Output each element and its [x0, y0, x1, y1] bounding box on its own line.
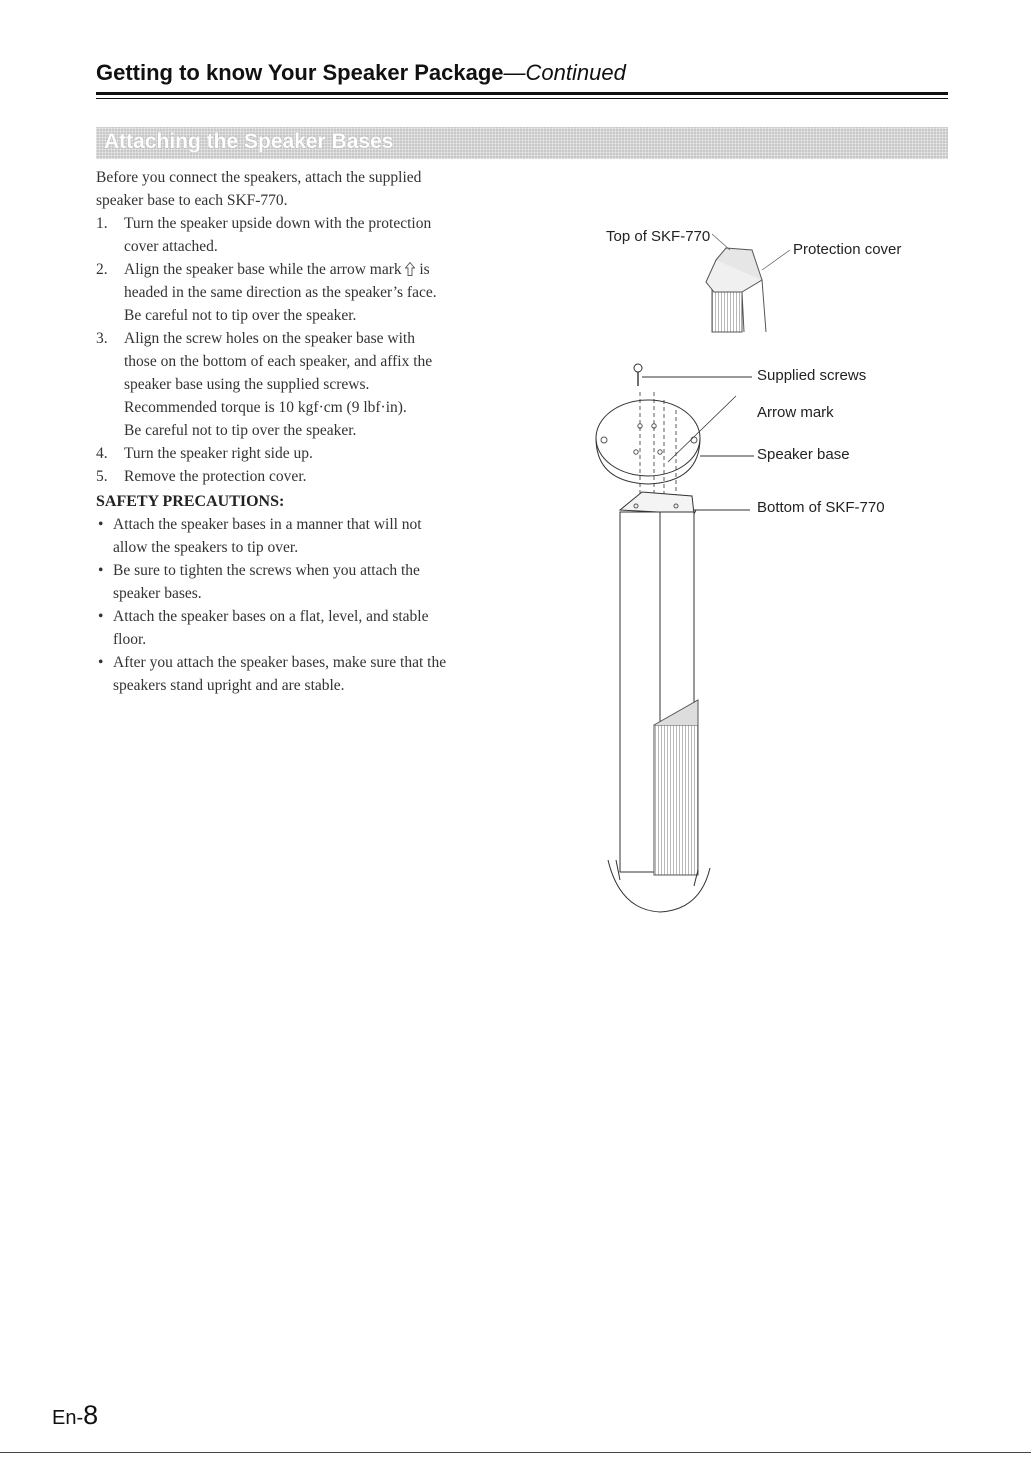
- bullet-icon: •: [98, 654, 104, 671]
- label-bottom-of-skf770: Bottom of SKF-770: [757, 499, 885, 516]
- label-speaker-base: Speaker base: [757, 446, 850, 463]
- page-header-title: [96, 60, 626, 86]
- instructions-column: [96, 166, 506, 697]
- step-line: Be careful not to tip over the speaker.: [124, 422, 357, 439]
- label-protection-cover: Protection cover: [793, 241, 902, 258]
- safety-item: [96, 513, 506, 559]
- step-line: Remove the protection cover.: [124, 468, 307, 485]
- top-speaker-illustration: [706, 234, 790, 332]
- step-line: Turn the speaker upside down with the protection: [124, 215, 432, 232]
- header-rule-thick: [96, 92, 948, 95]
- safety-heading: SAFETY PRECAUTIONS:: [96, 493, 285, 510]
- safety-item: [96, 559, 506, 605]
- bullet-icon: •: [98, 608, 104, 625]
- section-band: [96, 127, 948, 159]
- safety-item: [96, 651, 506, 697]
- step-line: speaker base using the supplied screws.: [124, 376, 370, 393]
- step-line: cover attached.: [124, 238, 218, 255]
- safety-list: [96, 513, 506, 697]
- label-arrow-mark: Arrow mark: [757, 404, 834, 421]
- intro-line: Before you connect the speakers, attach the supplied: [96, 169, 422, 186]
- page-prefix: En-: [52, 1407, 84, 1429]
- safety-line: speakers stand upright and are stable.: [113, 677, 345, 694]
- step-item: [96, 212, 506, 258]
- safety-line: allow the speakers to tip over.: [113, 539, 299, 556]
- footer-rule: [0, 1452, 1031, 1453]
- step-line: those on the bottom of each speaker, and affix the: [124, 353, 433, 370]
- step-item: [96, 327, 506, 442]
- safety-item: [96, 605, 506, 651]
- step-number: 1.: [96, 215, 108, 232]
- step-number: 3.: [96, 330, 108, 347]
- step-line-with-arrow: [124, 258, 506, 281]
- step-item: [96, 442, 506, 465]
- screw-icon: [634, 364, 752, 386]
- step-line-suffix: is: [419, 261, 430, 278]
- speaker-assembly-diagram: [580, 220, 940, 920]
- step-number: 5.: [96, 468, 108, 485]
- page-number-value: 8: [83, 1400, 99, 1430]
- step-line: Be careful not to tip over the speaker.: [124, 307, 357, 324]
- step-line: Align the screw holes on the speaker base with: [124, 330, 415, 347]
- arrow-mark-icon: [405, 262, 415, 276]
- step-item: [96, 258, 506, 327]
- header-title-continued: —Continued: [503, 60, 626, 85]
- page-number: [52, 1400, 98, 1431]
- steps-list: [96, 212, 506, 488]
- step-number: 4.: [96, 445, 108, 462]
- intro-line: speaker base to each SKF-770.: [96, 192, 288, 209]
- label-supplied-screws: Supplied screws: [757, 367, 867, 384]
- step-line: Turn the speaker right side up.: [124, 445, 313, 462]
- step-line: headed in the same direction as the speaker’s face.: [124, 284, 437, 301]
- safety-line: Attach the speaker bases on a flat, level, and stable: [113, 608, 429, 625]
- step-number: 2.: [96, 261, 108, 278]
- bullet-icon: •: [98, 562, 104, 579]
- speaker-body-illustration: [608, 492, 750, 912]
- safety-line: After you attach the speaker bases, make sure that the: [113, 654, 447, 671]
- header-title-main: Getting to know Your Speaker Package: [96, 60, 504, 85]
- safety-line: floor.: [113, 631, 147, 648]
- header-rule-thin: [96, 98, 948, 99]
- safety-line: Be sure to tighten the screws when you attach the: [113, 562, 420, 579]
- label-top-of-skf770: Top of SKF-770: [606, 228, 711, 245]
- intro-paragraph: [96, 166, 506, 212]
- step-line-text: Align the speaker base while the arrow mark: [124, 261, 402, 278]
- section-title: Attaching the Speaker Bases: [104, 130, 394, 153]
- safety-line: speaker bases.: [113, 585, 202, 602]
- step-item: [96, 465, 506, 488]
- step-line: Recommended torque is 10 kgf·cm (9 lbf·in).: [124, 399, 407, 416]
- safety-line: Attach the speaker bases in a manner that will not: [113, 516, 422, 533]
- bullet-icon: •: [98, 516, 104, 533]
